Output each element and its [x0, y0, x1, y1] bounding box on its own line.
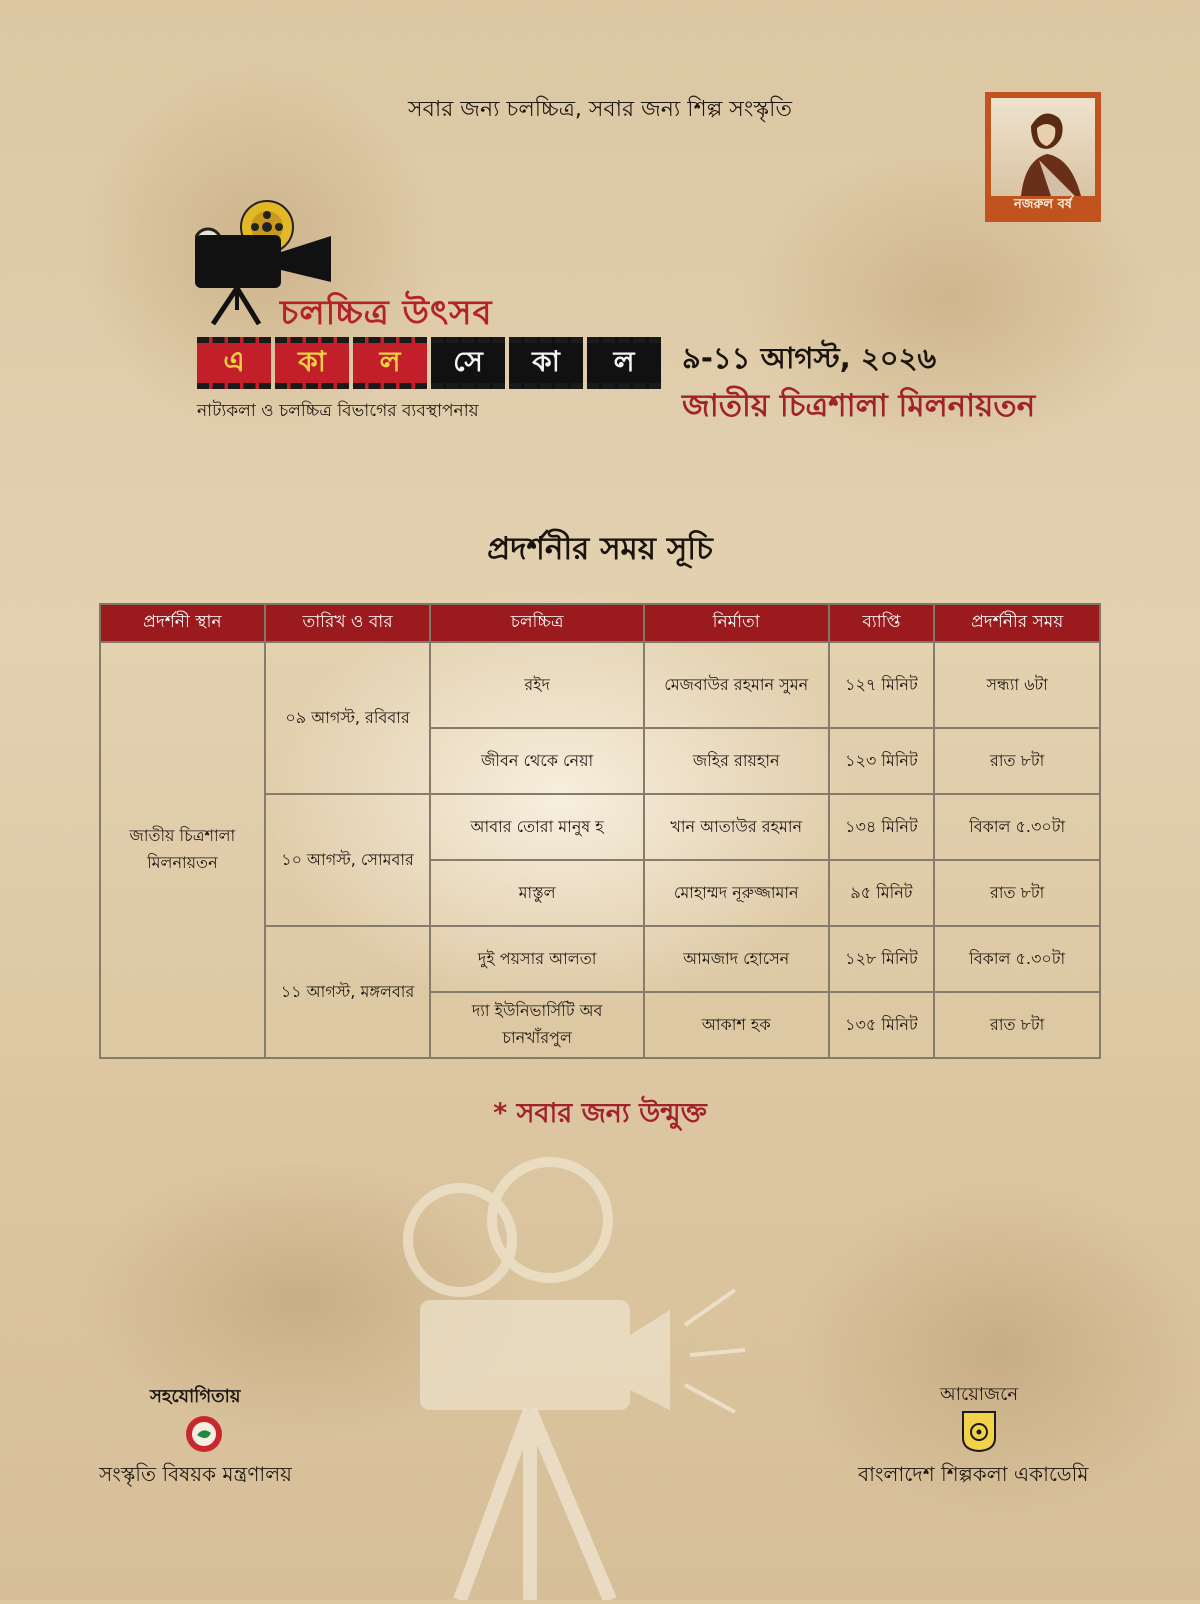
duration-cell: ১২৩ মিনিট [829, 728, 935, 794]
day-cell: ০৯ আগস্ট, রবিবার [265, 642, 431, 794]
duration-cell: ১২৭ মিনিট [829, 642, 935, 728]
film-cell: জীবন থেকে নেয়া [430, 728, 644, 794]
festival-name: চলচ্চিত্র উৎসব [280, 293, 493, 333]
portrait-illustration [991, 98, 1095, 196]
venue-cell [100, 642, 265, 1058]
event-dates: ৯-১১ আগস্ট, ২০২৬ [682, 341, 937, 375]
film-cell: দ্যা ইউনিভার্সিটি অব চানখাঁরপুল [430, 992, 644, 1058]
director-cell: খান আতাউর রহমান [644, 794, 829, 860]
film-cell: দুই পয়সার আলতা [430, 926, 644, 992]
venue-cell-line: মিলনায়তন [147, 853, 218, 872]
nazrul-badge-label: নজরুল বর্ষ [1014, 197, 1072, 212]
director-cell: আমজাদ হোসেন [644, 926, 829, 992]
film-cell: মাস্তুল [430, 860, 644, 926]
director-cell: আকাশ হক [644, 992, 829, 1058]
column-header: তারিখ ও বার [265, 604, 431, 642]
film-cell: আবার তোরা মানুষ হ [430, 794, 644, 860]
table-row [100, 642, 1100, 728]
support-label: সহযোগিতায় [150, 1386, 241, 1407]
nazrul-year-badge [985, 92, 1101, 222]
duration-cell: ১২৮ মিনিট [829, 926, 935, 992]
title-tile: কা [509, 337, 583, 389]
title-tile: এ [197, 337, 271, 389]
duration-cell: ৯৫ মিনিট [829, 860, 935, 926]
time-cell: রাত ৮টা [934, 860, 1100, 926]
day-cell: ১০ আগস্ট, সোমবার [265, 794, 431, 926]
organizer-note: নাট্যকলা ও চলচ্চিত্র বিভাগের ব্যবস্থাপনায় [197, 401, 479, 421]
day-cell: ১১ আগস্ট, মঙ্গলবার [265, 926, 431, 1058]
column-header: প্রদর্শনীর সময় [934, 604, 1100, 642]
organized-by-label: আয়োজনে [940, 1384, 1019, 1405]
table-header-row [100, 604, 1100, 642]
film-cell: রইদ [430, 642, 644, 728]
title-tile: সে [431, 337, 505, 389]
duration-cell: ১৩৪ মিনিট [829, 794, 935, 860]
director-cell: জহির রায়হান [644, 728, 829, 794]
ministry-emblem-icon [185, 1415, 223, 1457]
schedule-title: প্রদর্শনীর সময় সূচি [487, 531, 713, 567]
title-tile: কা [275, 337, 349, 389]
event-venue: জাতীয় চিত্রশালা মিলনায়তন [682, 388, 1036, 424]
venue-cell-line: জাতীয় চিত্রশালা [129, 826, 236, 845]
column-header: চলচ্চিত্র [430, 604, 644, 642]
projector-illustration-icon [400, 1150, 760, 1604]
director-cell: মেজবাউর রহমান সুমন [644, 642, 829, 728]
academy-emblem-icon [961, 1410, 997, 1456]
time-cell: সন্ধ্যা ৬টা [934, 642, 1100, 728]
open-to-all-note: * সবার জন্য উন্মুক্ত [493, 1098, 707, 1129]
column-header: প্রদর্শনী স্থান [100, 604, 265, 642]
academy-name: বাংলাদেশ শিল্পকলা একাডেমি [858, 1462, 1089, 1486]
title-tile: ল [587, 337, 661, 389]
time-cell: রাত ৮টা [934, 728, 1100, 794]
ministry-name: সংস্কৃতি বিষয়ক মন্ত্রণালয় [99, 1462, 292, 1486]
director-cell: মোহাম্মদ নূরুজ্জামান [644, 860, 829, 926]
festival-title-tiles [197, 337, 661, 389]
schedule-table [99, 603, 1101, 1059]
column-header: নির্মাতা [644, 604, 829, 642]
column-header: ব্যাপ্তি [829, 604, 935, 642]
title-tile: ল [353, 337, 427, 389]
time-cell: বিকাল ৫.৩০টা [934, 794, 1100, 860]
time-cell: রাত ৮টা [934, 992, 1100, 1058]
duration-cell: ১৩৫ মিনিট [829, 992, 935, 1058]
time-cell: বিকাল ৫.৩০টা [934, 926, 1100, 992]
tagline: সবার জন্য চলচ্চিত্র, সবার জন্য শিল্প সংস্কৃতি [408, 97, 792, 122]
